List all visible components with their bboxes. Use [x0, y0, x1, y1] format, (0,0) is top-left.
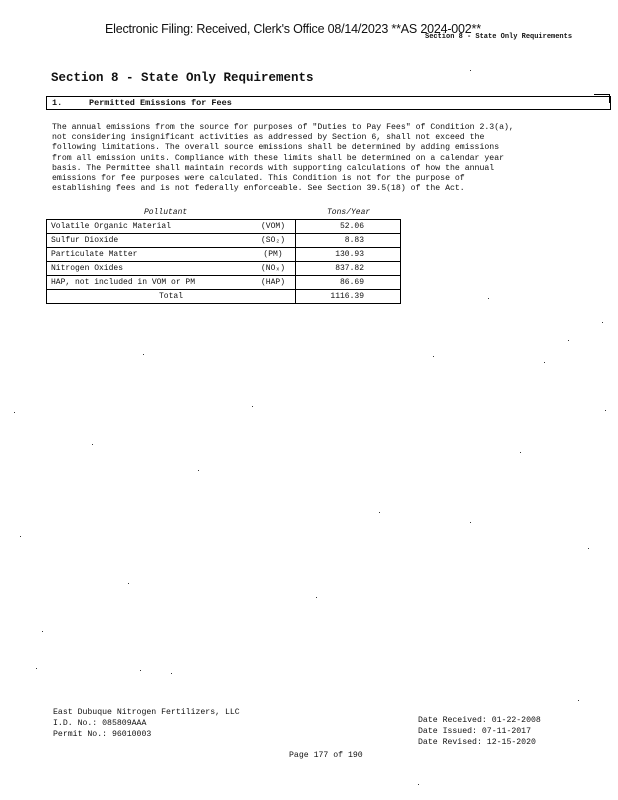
filing-stamp: Electronic Filing: Received, Clerk's Office 08/14/2023 **AS 2024-002**	[105, 22, 481, 36]
tons-value: 86.69	[296, 276, 401, 290]
page-number: Page 177 of 190	[289, 751, 363, 760]
tons-value: 837.82	[296, 262, 401, 276]
section-title: Section 8 - State Only Requirements	[51, 71, 314, 85]
footer-date-received: Date Received: 01-22-2008	[418, 716, 541, 725]
pollutant-abbr: (PM)	[251, 248, 296, 262]
pollutant-abbr: (NOₓ)	[251, 262, 296, 276]
tons-value: 130.93	[296, 248, 401, 262]
footer-permit-no: Permit No.: 96010003	[53, 730, 152, 739]
body-line: not considering insignificant activities as addressed by Section 6, shall not exceed the	[52, 133, 485, 143]
table-row	[47, 234, 401, 248]
total-label: Total	[47, 290, 296, 304]
condition-heading-box	[46, 96, 611, 110]
table-total-row	[47, 290, 401, 304]
tons-value: 8.83	[296, 234, 401, 248]
body-line: emissions for fee purposes were calculated. This Condition is not for the purpose of	[52, 174, 465, 184]
condition-title: Permitted Emissions for Fees	[89, 98, 232, 108]
condition-number: 1.	[52, 98, 63, 108]
body-line: The annual emissions from the source for purposes of "Duties to Pay Fees" of Condition 2.3(a),	[52, 123, 514, 132]
body-line: following limitations. The overall source emissions shall be determined by adding emissions	[52, 143, 500, 153]
footer-company: East Dubuque Nitrogen Fertilizers, LLC	[53, 708, 240, 717]
condition-body-text	[52, 123, 514, 194]
table-row	[47, 276, 401, 290]
total-value: 1116.39	[296, 290, 401, 304]
footer-id-no: I.D. No.: 085809AAA	[53, 719, 147, 728]
table-row	[47, 262, 401, 276]
pollutant-name: HAP, not included in VOM or PM	[47, 276, 252, 290]
tons-value: 52.06	[296, 220, 401, 234]
body-line: basis. The Permittee shall maintain records with supporting calculations of how the annual	[52, 163, 495, 173]
pollutant-abbr: (VOM)	[251, 220, 296, 234]
pollutant-name: Particulate Matter	[47, 248, 252, 262]
column-header-tons-per-year: Tons/Year	[327, 208, 371, 217]
column-header-pollutant: Pollutant	[144, 208, 188, 217]
footer-date-revised: Date Revised: 12-15-2020	[418, 738, 536, 747]
running-header: Section 8 - State Only Requirements	[425, 33, 573, 41]
emissions-table	[46, 219, 401, 304]
pollutant-abbr: (HAP)	[251, 276, 296, 290]
body-line: from all emission units. Compliance with these limits shall be determined on a calendar year	[52, 153, 505, 163]
table-row	[47, 248, 401, 262]
footer-date-issued: Date Issued: 07-11-2017	[418, 727, 532, 736]
pollutant-name: Nitrogen Oxides	[47, 262, 252, 276]
table-row	[47, 220, 401, 234]
pollutant-name: Volatile Organic Material	[47, 220, 252, 234]
pollutant-name: Sulfur Dioxide	[47, 234, 252, 248]
body-line: establishing fees and is not federally enforceable. See Section 39.5(18) of the Act.	[52, 184, 465, 194]
pollutant-abbr: (SO₂)	[251, 234, 296, 248]
